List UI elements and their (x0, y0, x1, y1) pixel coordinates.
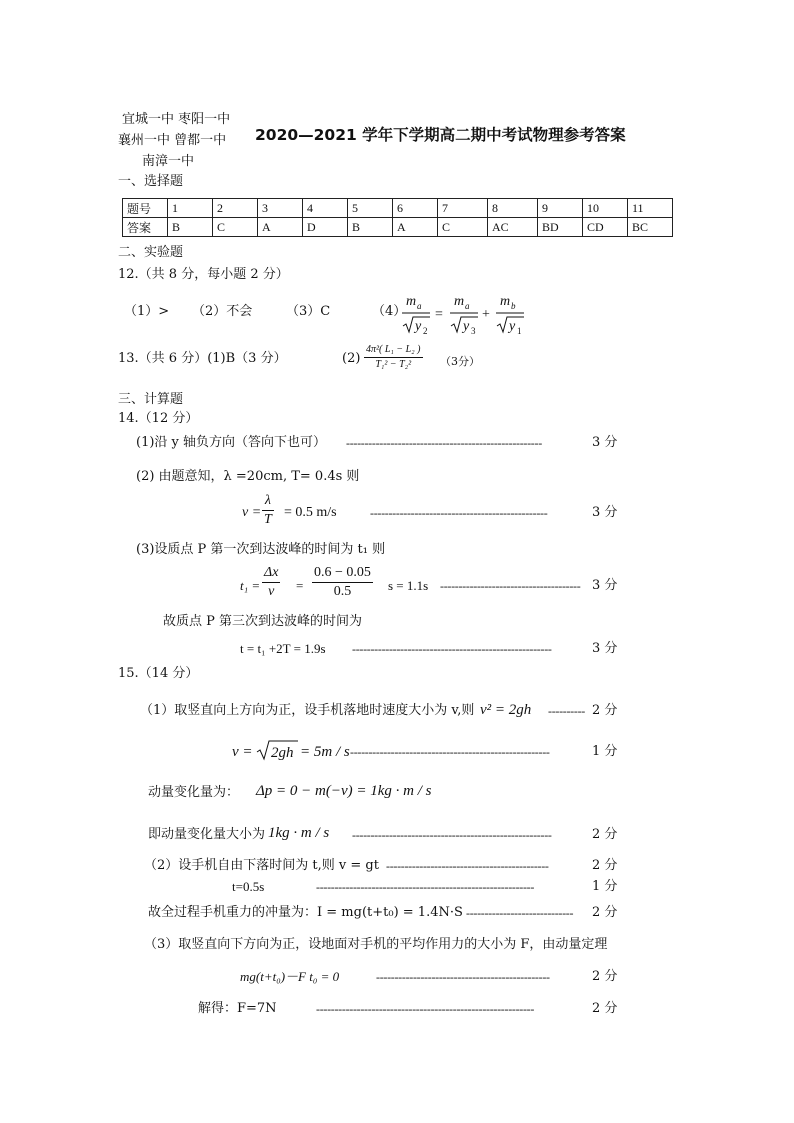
q13-header: 13.（共 6 分）(1)B（3 分） (118, 351, 287, 366)
formula-term: 1 (517, 326, 522, 336)
dash-leader: ----------------------------------------------- (376, 970, 550, 984)
table-cell: B (348, 218, 393, 237)
q14-line-7: t = t₁ +2T = 1.9s (240, 641, 326, 656)
fraction-bar (262, 582, 280, 583)
table-cell: 5 (348, 199, 393, 218)
q15-line-1: （1）取竖直向上方向为正，设手机落地时速度大小为 v,则 (140, 703, 475, 718)
fraction-denominator: T (264, 512, 272, 527)
q13-part2-label: (2) (342, 351, 361, 366)
q14-velocity-rhs: = 0.5 m/s (284, 505, 337, 520)
table-cell: 10 (583, 199, 628, 218)
table-cell: A (393, 218, 438, 237)
formula-term: = (435, 307, 443, 322)
q14-time-lhs: t₁ = (240, 578, 261, 593)
q15-line-4: 即动量变化量大小为 (148, 827, 266, 842)
fraction-numerator: λ (264, 493, 271, 508)
dash-leader: ------------------------------------------------------ (352, 828, 552, 842)
table-cell: 4 (303, 199, 348, 218)
q14-line-3-score: 3 分 (592, 505, 618, 520)
q13-formula-numerator: 4π²( L₁ − L₂ ) (366, 344, 421, 355)
radicand: 2gh (271, 745, 294, 761)
table-cell-label: 题号 (123, 199, 168, 218)
q13-score: （3分） (440, 355, 480, 368)
formula-term: y (463, 319, 470, 334)
q14-line-7-score: 3 分 (592, 641, 618, 656)
q14-line-4: (3)设质点 P 第一次到达波峰的时间为 t₁ 则 (136, 542, 386, 557)
q15-line-9-score: 2 分 (592, 969, 618, 984)
q14-header: 14.（12 分） (118, 411, 199, 426)
q15-momentum-formula: Δp = 0 − m(−v) = 1kg · m / s (256, 783, 432, 799)
dash-leader: ----------------------------------------------------------- (316, 1002, 535, 1016)
table-cell: 1 (168, 199, 213, 218)
q12-answer-1: （1）> (124, 304, 170, 319)
page-title: 2020—2021 学年下学期高二期中考试物理参考答案 (255, 126, 626, 144)
q12-answer-4-label: （4） (372, 304, 407, 319)
table-cell: 6 (393, 199, 438, 218)
q15-line-6: t=0.5s (232, 879, 265, 894)
answer-table (122, 198, 673, 237)
table-cell: C (438, 218, 488, 237)
formula-term: m (454, 294, 465, 309)
table-cell: B (168, 218, 213, 237)
q12-answer-2: （2）不会 (192, 304, 253, 319)
table-cell: D (303, 218, 348, 237)
fraction-bar (262, 510, 274, 511)
q12-header: 12.（共 8 分，每小题 2 分） (118, 267, 289, 282)
table-cell: 7 (438, 199, 488, 218)
q15-header: 15.（14 分） (118, 666, 199, 681)
q15-line-3: 动量变化量为： (148, 785, 240, 800)
formula-term: m (500, 294, 511, 309)
q15-line-7: 故全过程手机重力的冲量为：I = mg(t+t₀) = 1.4N·S (148, 905, 463, 920)
q12-answer-3: （3）C (286, 304, 331, 319)
formula-term: 2 (423, 326, 428, 336)
q14-velocity-lhs: v = (242, 505, 262, 520)
dash-leader: ----------------------------- (466, 906, 574, 920)
table-row-answers (123, 218, 673, 237)
dash-leader: ----------------------------------------------------------- (316, 880, 535, 894)
formula-term: a (465, 301, 470, 311)
section-heading-experiment: 二、实验题 (118, 245, 184, 260)
fraction-numerator: 0.6 − 0.05 (314, 565, 371, 580)
formula-term: 3 (471, 326, 476, 336)
q14-line-1-score: 3 分 (592, 435, 618, 450)
q15-line-1-score: 2 分 (592, 703, 618, 718)
q15-line-5-score: 2 分 (592, 858, 618, 873)
formula-term: + (482, 307, 490, 322)
formula-term: a (417, 301, 422, 311)
fraction-denominator: 0.5 (333, 584, 352, 599)
q14-time-rhs: s = 1.1s (388, 578, 429, 593)
q15-line-10-score: 2 分 (592, 1001, 618, 1016)
dash-leader: ------------------------------------------------ (370, 506, 548, 520)
q14-line-1: (1)沿 y 轴负方向（答向下也可） (136, 435, 327, 450)
q14-line-2: (2) 由题意知，λ =20cm, T= 0.4s 则 (136, 469, 360, 484)
table-cell-label: 答案 (123, 218, 168, 237)
q14-time-fraction-2 (312, 566, 373, 599)
q13-formula-denominator: T₁² − T₂² (375, 359, 412, 370)
formula-term: y (509, 319, 516, 334)
table-cell: BC (628, 218, 673, 237)
schools-line-3: 南漳一中 (142, 154, 195, 169)
fraction-denominator: v (268, 584, 275, 599)
table-cell: AC (488, 218, 538, 237)
dash-leader: -------------------------------------- (440, 579, 581, 593)
q15-line-8: （3）取竖直向下方向为正，设地面对手机的平均作用力的大小为 F，由动量定理 (144, 937, 608, 952)
table-cell: 8 (488, 199, 538, 218)
formula-term: m (406, 294, 417, 309)
formula-term: b (511, 301, 516, 311)
formula-term: y (415, 319, 422, 334)
section-heading-choice: 一、选择题 (118, 174, 184, 189)
fraction-numerator: Δx (264, 565, 279, 580)
table-cell: 9 (538, 199, 583, 218)
q15-sqrt-formula (256, 738, 300, 762)
table-cell: CD (583, 218, 628, 237)
table-cell: 3 (258, 199, 303, 218)
dash-leader: ----------------------------------------------------- (346, 436, 542, 450)
table-cell: C (213, 218, 258, 237)
q13-formula (364, 345, 423, 370)
table-cell: 2 (213, 199, 258, 218)
q14-line-6: 故质点 P 第三次到达波峰的时间为 (163, 614, 363, 629)
q15-momentum-value: 1kg · m / s (268, 825, 330, 841)
table-cell: A (258, 218, 303, 237)
q15-line-10: 解得：F=7N (198, 1001, 277, 1016)
table-cell: 11 (628, 199, 673, 218)
dash-leader: ------------------------------------------------------ (350, 745, 550, 759)
table-cell: BD (538, 218, 583, 237)
q15-line-9: mg(t+t₀)－F t₀ = 0 (240, 969, 340, 984)
schools-line-2: 襄州一中 曾都一中 (118, 133, 227, 148)
q14-time-eq: = (296, 578, 304, 593)
schools-line-1: 宜城一中 枣阳一中 (122, 112, 231, 127)
q15-line-7-score: 2 分 (592, 905, 618, 920)
q14-velocity-fraction (262, 494, 274, 527)
q12-momentum-formula (400, 288, 530, 338)
q15-line-6-score: 1 分 (592, 879, 618, 894)
q15-line-5: （2）设手机自由下落时间为 t,则 v = gt (144, 858, 379, 873)
fraction-bar (364, 357, 423, 358)
fraction-bar (312, 582, 373, 583)
dash-leader: -------------------------------------------- (386, 859, 549, 873)
q15-velocity-lhs: v = (232, 744, 253, 760)
q15-velocity-rhs: = 5m / s (300, 744, 350, 760)
dash-leader: ------------------------------------------------------ (352, 642, 552, 656)
dash-leader: ---------- (548, 704, 585, 718)
q15-energy-formula: v² = 2gh (480, 702, 532, 718)
q15-line-2-score: 1 分 (592, 744, 618, 759)
section-heading-calculation: 三、计算题 (118, 392, 184, 407)
q15-line-4-score: 2 分 (592, 827, 618, 842)
q14-line-5-score: 3 分 (592, 578, 618, 593)
table-row-numbers (123, 199, 673, 218)
q14-time-fraction-1 (262, 566, 280, 599)
